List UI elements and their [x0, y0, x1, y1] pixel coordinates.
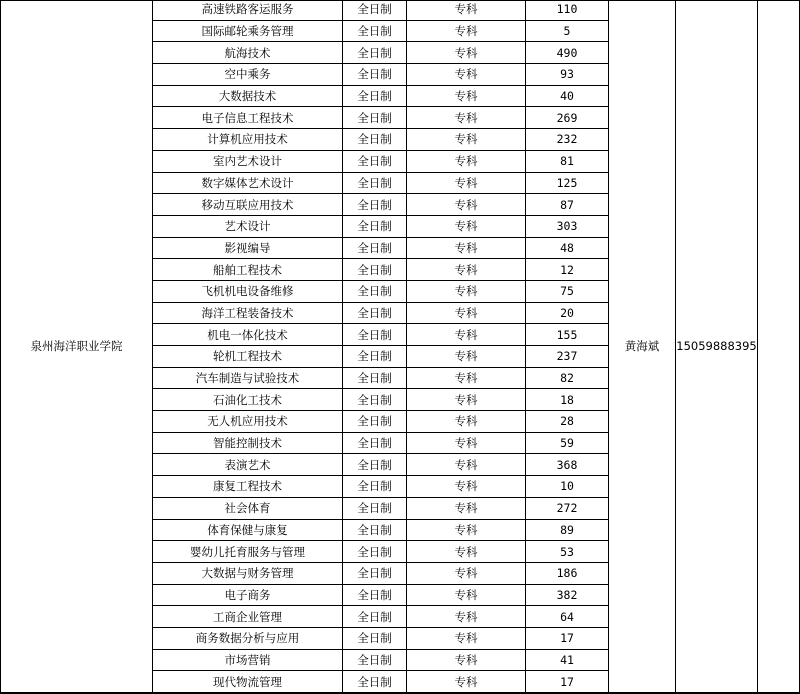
enrollment-count-cell: 82: [526, 367, 609, 389]
degree-level-cell: 专科: [407, 42, 526, 64]
study-mode-cell: 全日制: [343, 519, 407, 541]
major-cell: 室内艺术设计: [153, 150, 343, 172]
major-cell: 船舶工程技术: [153, 259, 343, 281]
major-cell: 康复工程技术: [153, 476, 343, 498]
enrollment-count-cell: 64: [526, 606, 609, 628]
major-cell: 飞机机电设备维修: [153, 280, 343, 302]
table-row: [1, 0, 800, 20]
study-mode-cell: 全日制: [343, 324, 407, 346]
study-mode-cell: 全日制: [343, 346, 407, 368]
degree-level-cell: 专科: [407, 194, 526, 216]
degree-level-cell: 专科: [407, 411, 526, 433]
study-mode-cell: 全日制: [343, 584, 407, 606]
study-mode-cell: 全日制: [343, 64, 407, 86]
degree-level-cell: 专科: [407, 541, 526, 563]
study-mode-cell: 全日制: [343, 649, 407, 671]
study-mode-cell: 全日制: [343, 280, 407, 302]
major-cell: 社会体育: [153, 497, 343, 519]
enrollment-count-cell: 490: [526, 42, 609, 64]
major-cell: 计算机应用技术: [153, 129, 343, 151]
degree-level-cell: 专科: [407, 497, 526, 519]
study-mode-cell: 全日制: [343, 497, 407, 519]
enrollment-count-cell: 18: [526, 389, 609, 411]
enrollment-count-cell: 87: [526, 194, 609, 216]
major-cell: 智能控制技术: [153, 432, 343, 454]
major-cell: 工商企业管理: [153, 606, 343, 628]
study-mode-cell: 全日制: [343, 85, 407, 107]
enrollment-count-cell: 269: [526, 107, 609, 129]
major-cell: 国际邮轮乘务管理: [153, 20, 343, 42]
enrollment-count-cell: 89: [526, 519, 609, 541]
degree-level-cell: 专科: [407, 606, 526, 628]
study-mode-cell: 全日制: [343, 627, 407, 649]
degree-level-cell: 专科: [407, 280, 526, 302]
degree-level-cell: 专科: [407, 649, 526, 671]
major-cell: 数字媒体艺术设计: [153, 172, 343, 194]
study-mode-cell: 全日制: [343, 389, 407, 411]
major-cell: 商务数据分析与应用: [153, 627, 343, 649]
enrollment-count-cell: 382: [526, 584, 609, 606]
major-cell: 市场营销: [153, 649, 343, 671]
major-cell: 表演艺术: [153, 454, 343, 476]
study-mode-cell: 全日制: [343, 20, 407, 42]
study-mode-cell: 全日制: [343, 107, 407, 129]
study-mode-cell: 全日制: [343, 411, 407, 433]
major-cell: 汽车制造与试验技术: [153, 367, 343, 389]
enrollment-count-cell: 20: [526, 302, 609, 324]
enrollment-count-cell: 41: [526, 649, 609, 671]
study-mode-cell: 全日制: [343, 150, 407, 172]
enrollment-count-cell: 28: [526, 411, 609, 433]
study-mode-cell: 全日制: [343, 476, 407, 498]
enrollment-count-cell: 12: [526, 259, 609, 281]
study-mode-cell: 全日制: [343, 237, 407, 259]
degree-level-cell: 专科: [407, 302, 526, 324]
enrollment-count-cell: 125: [526, 172, 609, 194]
degree-level-cell: 专科: [407, 324, 526, 346]
enrollment-count-cell: 17: [526, 671, 609, 693]
degree-level-cell: 专科: [407, 0, 526, 20]
degree-level-cell: 专科: [407, 237, 526, 259]
degree-level-cell: 专科: [407, 562, 526, 584]
remarks-cell: [758, 0, 800, 693]
study-mode-cell: 全日制: [343, 541, 407, 563]
major-cell: 体育保健与康复: [153, 519, 343, 541]
major-cell: 轮机工程技术: [153, 346, 343, 368]
major-cell: 大数据与财务管理: [153, 562, 343, 584]
enrollment-count-cell: 186: [526, 562, 609, 584]
enrollment-count-cell: 272: [526, 497, 609, 519]
contact-phone-cell: 15059888395: [676, 0, 758, 693]
major-cell: 移动互联应用技术: [153, 194, 343, 216]
degree-level-cell: 专科: [407, 584, 526, 606]
degree-level-cell: 专科: [407, 129, 526, 151]
major-cell: 现代物流管理: [153, 671, 343, 693]
table-body: [1, 0, 800, 693]
enrollment-count-cell: 48: [526, 237, 609, 259]
enrollment-count-cell: 10: [526, 476, 609, 498]
major-cell: 艺术设计: [153, 215, 343, 237]
study-mode-cell: 全日制: [343, 194, 407, 216]
study-mode-cell: 全日制: [343, 0, 407, 20]
study-mode-cell: 全日制: [343, 454, 407, 476]
degree-level-cell: 专科: [407, 85, 526, 107]
enrollment-count-cell: 40: [526, 85, 609, 107]
major-cell: 电子信息工程技术: [153, 107, 343, 129]
enrollment-count-cell: 237: [526, 346, 609, 368]
degree-level-cell: 专科: [407, 215, 526, 237]
major-cell: 电子商务: [153, 584, 343, 606]
enrollment-count-cell: 155: [526, 324, 609, 346]
degree-level-cell: 专科: [407, 389, 526, 411]
major-cell: 海洋工程装备技术: [153, 302, 343, 324]
degree-level-cell: 专科: [407, 259, 526, 281]
degree-level-cell: 专科: [407, 627, 526, 649]
study-mode-cell: 全日制: [343, 302, 407, 324]
study-mode-cell: 全日制: [343, 129, 407, 151]
enrollment-count-cell: 81: [526, 150, 609, 172]
contact-person-cell: 黄海斌: [609, 0, 676, 693]
study-mode-cell: 全日制: [343, 42, 407, 64]
degree-level-cell: 专科: [407, 454, 526, 476]
study-mode-cell: 全日制: [343, 606, 407, 628]
degree-level-cell: 专科: [407, 172, 526, 194]
study-mode-cell: 全日制: [343, 172, 407, 194]
enrollment-count-cell: 303: [526, 215, 609, 237]
study-mode-cell: 全日制: [343, 215, 407, 237]
enrollment-count-cell: 17: [526, 627, 609, 649]
major-cell: 石油化工技术: [153, 389, 343, 411]
major-cell: 机电一体化技术: [153, 324, 343, 346]
study-mode-cell: 全日制: [343, 432, 407, 454]
degree-level-cell: 专科: [407, 64, 526, 86]
degree-level-cell: 专科: [407, 671, 526, 693]
major-cell: 空中乘务: [153, 64, 343, 86]
school-name-cell: 泉州海洋职业学院: [1, 0, 153, 693]
study-mode-cell: 全日制: [343, 259, 407, 281]
enrollment-count-cell: 5: [526, 20, 609, 42]
degree-level-cell: 专科: [407, 20, 526, 42]
degree-level-cell: 专科: [407, 346, 526, 368]
enrollment-count-cell: 110: [526, 0, 609, 20]
enrollment-count-cell: 75: [526, 280, 609, 302]
major-cell: 大数据技术: [153, 85, 343, 107]
major-cell: 高速铁路客运服务: [153, 0, 343, 20]
enrollment-count-cell: 93: [526, 64, 609, 86]
major-cell: 婴幼儿托育服务与管理: [153, 541, 343, 563]
degree-level-cell: 专科: [407, 107, 526, 129]
degree-level-cell: 专科: [407, 150, 526, 172]
enrollment-count-cell: 59: [526, 432, 609, 454]
study-mode-cell: 全日制: [343, 671, 407, 693]
study-mode-cell: 全日制: [343, 562, 407, 584]
study-mode-cell: 全日制: [343, 367, 407, 389]
enrollment-count-cell: 53: [526, 541, 609, 563]
degree-level-cell: 专科: [407, 476, 526, 498]
degree-level-cell: 专科: [407, 432, 526, 454]
degree-level-cell: 专科: [407, 367, 526, 389]
major-cell: 无人机应用技术: [153, 411, 343, 433]
enrollment-count-cell: 232: [526, 129, 609, 151]
major-cell: 影视编导: [153, 237, 343, 259]
degree-level-cell: 专科: [407, 519, 526, 541]
enrollment-count-cell: 368: [526, 454, 609, 476]
major-cell: 航海技术: [153, 42, 343, 64]
